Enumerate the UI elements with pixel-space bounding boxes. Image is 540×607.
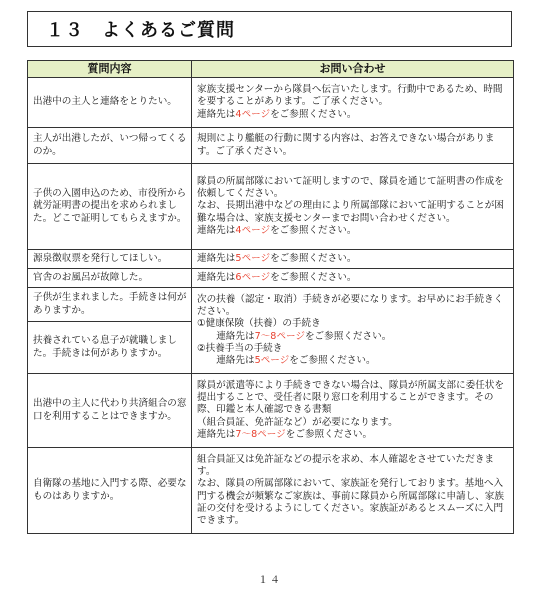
question-cell: 自衛隊の基地に入門する際、必要なものはありますか。 <box>28 448 192 534</box>
contact-line: 連絡先は7～8ページをご参照ください。 <box>216 330 392 342</box>
question-cell: 官舎のお風呂が故障した。 <box>28 269 192 288</box>
table-row <box>28 288 514 322</box>
section-heading: よくあるご質問 <box>102 20 235 41</box>
fuyo-intro: 次の扶養（認定・取消）手続きが必要になります。お早めにお手続きください。 <box>197 293 504 318</box>
answer-note: なお、隊員の所属部隊において、家族証を発行しております。基地へ入門する機会が頻繁なご家族は、事前に隊員から所属部隊に申請し、家族証の交付を受けるようにしてください。家族証があるとスムーズに入門できます。 <box>197 478 504 526</box>
question-cell: 子供が生まれました。手続きは何がありますか。 <box>28 288 192 322</box>
answer-cell <box>192 164 514 250</box>
answer-note: なお、長期出港中などの理由により所属部隊において証明することが困難な場合は、家族支援センターまでお問い合わせください。 <box>197 200 504 224</box>
table-row <box>28 164 514 250</box>
answer-note: （組合員証、免許証など）が必要になります。 <box>197 416 398 428</box>
question-cell: 出港中の主人と連絡をとりたい。 <box>28 78 192 128</box>
page-number: １４ <box>258 575 282 586</box>
page-ref-link[interactable]: 4ページ <box>235 108 271 120</box>
contact-line: 連絡先は5ページをご参照ください。 <box>216 354 376 366</box>
answer-text: 家族支援センターから隊員へ伝言いたします。行動中であるため、時間を要することがあります。ご了承ください。 <box>197 84 503 108</box>
page-ref-link[interactable]: 5ページ <box>254 354 290 366</box>
section-title <box>27 11 512 47</box>
fuyo-item-allowance: ②扶養手当の手続き <box>197 342 283 354</box>
fuyo-item-health: ①健康保険（扶養）の手続き <box>197 318 321 330</box>
table-row <box>28 374 514 448</box>
table-row <box>28 448 514 534</box>
contact-line: 連絡先は4ページをご参照ください。 <box>197 108 357 120</box>
answer-cell: 規則により艦艇の行動に関する内容は、お答えできない場合があります。ご了承ください。 <box>192 128 514 164</box>
page-ref-link[interactable]: 7～8ページ <box>235 428 286 440</box>
table-header-row <box>28 61 514 78</box>
page-ref-link[interactable]: 5ページ <box>235 252 271 264</box>
question-cell: 主人が出港したが、いつ帰ってくるのか。 <box>28 128 192 164</box>
question-cell: 子供の入園申込のため、市役所から就労証明書の提出を求められました。どこで証明してもらえますか。 <box>28 164 192 250</box>
table-row <box>28 78 514 128</box>
answer-cell <box>192 448 514 534</box>
answer-text: 隊員が派遣等により手続きできない場合は、隊員が所属支部に委任状を提出することで、受任者に限り窓口を利用することができます。その際、印鑑と本人確認できる書類 <box>197 379 504 416</box>
question-cell: 扶養されている息子が就職しました。手続きは何がありますか。 <box>28 322 192 374</box>
contact-line: 連絡先は4ページをご参照ください。 <box>197 224 357 236</box>
answer-text: 組合員証又は免許証などの提示を求め、本人確認をさせていただきます。 <box>197 453 495 478</box>
answer-cell: 連絡先は6ページをご参照ください。 <box>192 269 514 288</box>
answer-cell <box>192 374 514 448</box>
contact-line: 連絡先は7～8ページをご参照ください。 <box>197 428 373 440</box>
table-row <box>28 269 514 288</box>
page-ref-link[interactable]: 4ページ <box>235 224 271 236</box>
header-question: 質問内容 <box>28 61 192 78</box>
table-row <box>28 250 514 269</box>
answer-text: 隊員の所属部隊において証明しますので、隊員を通じて証明書の作成を依頼してください。 <box>197 175 504 200</box>
page-ref-link[interactable]: 7～8ページ <box>254 330 305 342</box>
page-ref-link[interactable]: 6ページ <box>235 271 271 283</box>
answer-cell <box>192 78 514 128</box>
header-answer: お問い合わせ <box>192 61 514 78</box>
section-number: １３ <box>46 20 84 41</box>
answer-cell-fuyo <box>192 288 514 374</box>
table-row <box>28 128 514 164</box>
question-cell: 源泉徴収票を発行してほしい。 <box>28 250 192 269</box>
question-cell: 出港中の主人に代わり共済組合の窓口を利用することはできますか。 <box>28 374 192 448</box>
faq-table <box>27 60 514 534</box>
answer-cell: 連絡先は5ページをご参照ください。 <box>192 250 514 269</box>
